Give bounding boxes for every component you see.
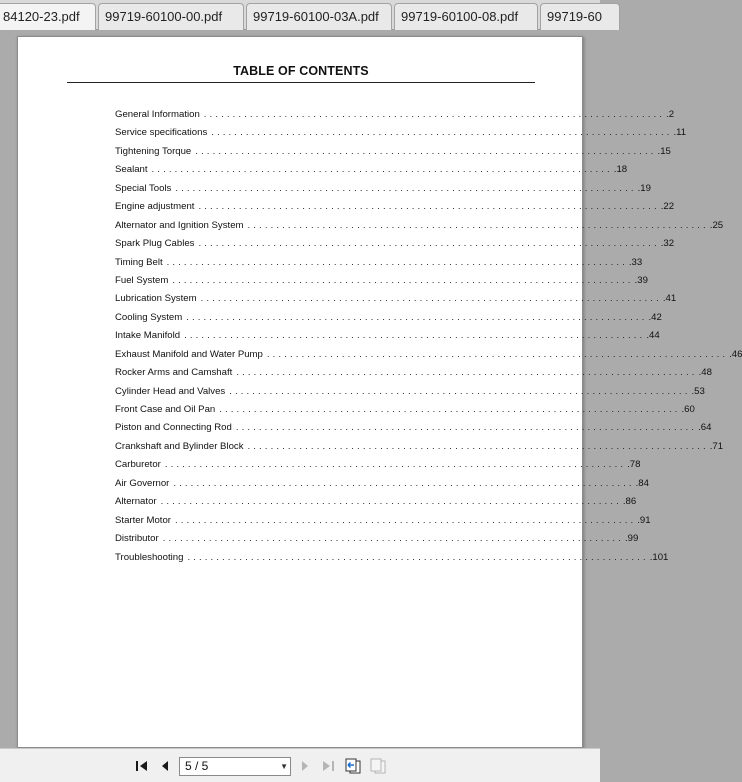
toc-dot-leader: ................................................................................: [174, 514, 637, 526]
toc-entry-page: .60: [681, 404, 695, 415]
toc-entry: [115, 219, 724, 238]
toc-dot-leader: ................................................................................: [200, 293, 662, 305]
toc-entry-page: .99: [624, 533, 639, 545]
toc-entry-label: Crankshaft and Bylinder Block: [115, 440, 244, 452]
toc-entry-label: General Information: [115, 109, 200, 120]
chevron-down-icon[interactable]: ▼: [280, 762, 288, 771]
toc-dot-leader: ................................................................................: [203, 109, 666, 120]
toc-entry-page: .39: [634, 274, 648, 286]
toc-dot-leader: ................................................................................: [211, 127, 673, 139]
page-number-field[interactable]: [179, 757, 291, 776]
tab-84120-23[interactable]: [0, 3, 96, 30]
toc-entry: [115, 496, 637, 514]
toc-entry-page: .32: [660, 238, 675, 250]
toc-entry-page: .22: [660, 201, 675, 213]
toc-entry-page: .53: [691, 385, 705, 397]
tab-bar: [0, 0, 600, 30]
toc-dot-leader: ................................................................................: [184, 330, 646, 342]
toc-entry-label: Troubleshooting: [115, 551, 184, 563]
toc-entry: [115, 256, 643, 275]
toc-entry: [115, 514, 651, 533]
tab-label: 99719-60100-00.pdf: [105, 9, 223, 24]
toc-dot-leader: ................................................................................: [198, 238, 660, 250]
toc-dot-leader: ................................................................................: [173, 477, 635, 489]
toc-entry: [115, 109, 675, 127]
toc-dot-leader: ................................................................................: [166, 256, 628, 268]
toc-dot-leader: ................................................................................: [162, 533, 624, 545]
toc-entry: [115, 330, 660, 348]
toc-entry-label: Timing Belt: [115, 256, 163, 268]
toc-entry-label: Starter Motor: [115, 514, 171, 526]
toc-entry-label: Service specifications: [115, 127, 208, 139]
toc-entry-page: .25: [709, 219, 724, 231]
toc-entry-label: Air Governor: [115, 477, 170, 489]
toc-entry-page: .101: [649, 551, 669, 563]
navigation-bar: [0, 748, 600, 782]
toc-entry: [115, 348, 742, 367]
toc-entry-label: Exhaust Manifold and Water Pump: [115, 348, 263, 360]
toc-entry-label: Alternator and Ignition System: [115, 219, 244, 231]
toc-dot-leader: ................................................................................: [247, 440, 709, 452]
toc-entry-label: Cooling System: [115, 311, 183, 323]
pdf-page: [17, 36, 742, 748]
toc-dot-leader: ................................................................................: [198, 201, 660, 213]
toc-dot-leader: ................................................................................: [175, 182, 637, 194]
page-indicator: 5 / 5: [185, 759, 209, 773]
page-title: TABLE OF CONTENTS: [233, 64, 369, 78]
toc-entry: [115, 201, 675, 219]
toc-entry-label: Intake Manifold: [115, 330, 181, 342]
toc-entry-label: Rocker Arms and Camshaft: [115, 367, 233, 379]
toc-entry-label: Alternator: [115, 496, 157, 508]
toc-entry-page: .71: [709, 440, 724, 452]
tab-99719-60100-03a[interactable]: [246, 3, 392, 30]
toc-dot-leader: ................................................................................: [236, 367, 698, 379]
title-divider: [67, 82, 535, 83]
toc-entry-page: .84: [635, 477, 649, 489]
toc-entry-page: .78: [627, 459, 641, 471]
toc-dot-leader: ................................................................................: [195, 145, 657, 157]
toc-dot-leader: ................................................................................: [187, 551, 649, 563]
toc-entry-page: .44: [646, 330, 660, 342]
toc-entry: [115, 145, 671, 164]
toc-entry-page: .46: [729, 348, 742, 360]
toc-entry-page: .2: [666, 109, 675, 120]
toc-entry: [115, 477, 649, 496]
toc-entry-label: Tightening Torque: [115, 145, 192, 157]
toc-entry-label: Spark Plug Cables: [115, 238, 195, 250]
toc-entry: [115, 533, 639, 551]
toc-entry-page: .33: [628, 256, 643, 268]
toc-entry-label: Special Tools: [115, 182, 172, 194]
toc-entry: [115, 164, 628, 182]
toc-entry-label: Sealant: [115, 164, 148, 176]
toc-list: [115, 109, 742, 570]
toc-entry: [115, 459, 641, 477]
toc-entry-page: .11: [673, 127, 687, 139]
toc-entry-page: .48: [698, 367, 712, 379]
toc-dot-leader: ................................................................................: [266, 348, 729, 360]
toc-entry: [115, 385, 705, 404]
toc-dot-leader: ................................................................................: [172, 274, 634, 286]
toc-entry-label: Cylinder Head and Valves: [115, 385, 226, 397]
toc-entry-page: .41: [662, 293, 677, 305]
toc-entry-page: .15: [657, 145, 671, 157]
toc-dot-leader: ................................................................................: [160, 496, 622, 508]
toc-entry-label: Piston and Connecting Rod: [115, 422, 232, 434]
toc-dot-leader: ................................................................................: [186, 311, 648, 323]
document-viewport[interactable]: [0, 30, 742, 748]
toc-entry-label: Fuel System: [115, 274, 169, 286]
toc-entry: [115, 293, 677, 311]
toc-entry: [115, 440, 724, 459]
toc-entry-page: .64: [698, 422, 712, 434]
last-page-icon[interactable]: [319, 757, 337, 775]
tab-99719-60-partial[interactable]: [540, 3, 620, 30]
toc-dot-leader: ................................................................................: [235, 422, 698, 434]
tab-label: 99719-60100-03A.pdf: [253, 9, 379, 24]
toc-entry-label: Carburetor: [115, 459, 161, 471]
first-page-icon[interactable]: [133, 757, 151, 775]
toc-entry: [115, 422, 712, 440]
toc-entry-page: .42: [648, 311, 662, 323]
tab-99719-60100-00[interactable]: [98, 3, 244, 30]
toc-entry-label: Lubrication System: [115, 293, 197, 305]
next-view-icon[interactable]: [369, 757, 387, 775]
toc-dot-leader: ................................................................................: [247, 219, 709, 231]
toc-entry-page: .86: [622, 496, 637, 508]
previous-page-icon[interactable]: [156, 757, 174, 775]
toc-entry: [115, 551, 669, 570]
previous-view-icon[interactable]: [344, 757, 362, 775]
toc-entry: [115, 311, 662, 330]
toc-entry: [115, 274, 648, 293]
toc-entry-label: Engine adjustment: [115, 201, 195, 213]
tab-label: 99719-60100-08.pdf: [401, 9, 519, 24]
toc-dot-leader: ................................................................................: [151, 164, 613, 176]
toc-dot-leader: ................................................................................: [229, 385, 691, 397]
toc-entry: [115, 367, 712, 385]
toc-entry: [115, 404, 695, 422]
tab-label: 84120-23.pdf: [3, 9, 80, 24]
toc-entry-page: .91: [637, 514, 651, 526]
toc-dot-leader: ................................................................................: [219, 404, 681, 415]
tab-label: 99719-60: [547, 9, 602, 24]
toc-entry-label: Distributor: [115, 533, 159, 545]
next-page-icon[interactable]: [296, 757, 314, 775]
toc-entry: [115, 238, 675, 256]
toc-entry: [115, 182, 651, 201]
toc-entry-page: .19: [637, 182, 651, 194]
toc-entry-label: Front Case and Oil Pan: [115, 404, 216, 415]
tab-99719-60100-08[interactable]: [394, 3, 538, 30]
toc-entry-page: .18: [613, 164, 628, 176]
toc-dot-leader: ................................................................................: [164, 459, 627, 471]
toc-entry: [115, 127, 687, 145]
